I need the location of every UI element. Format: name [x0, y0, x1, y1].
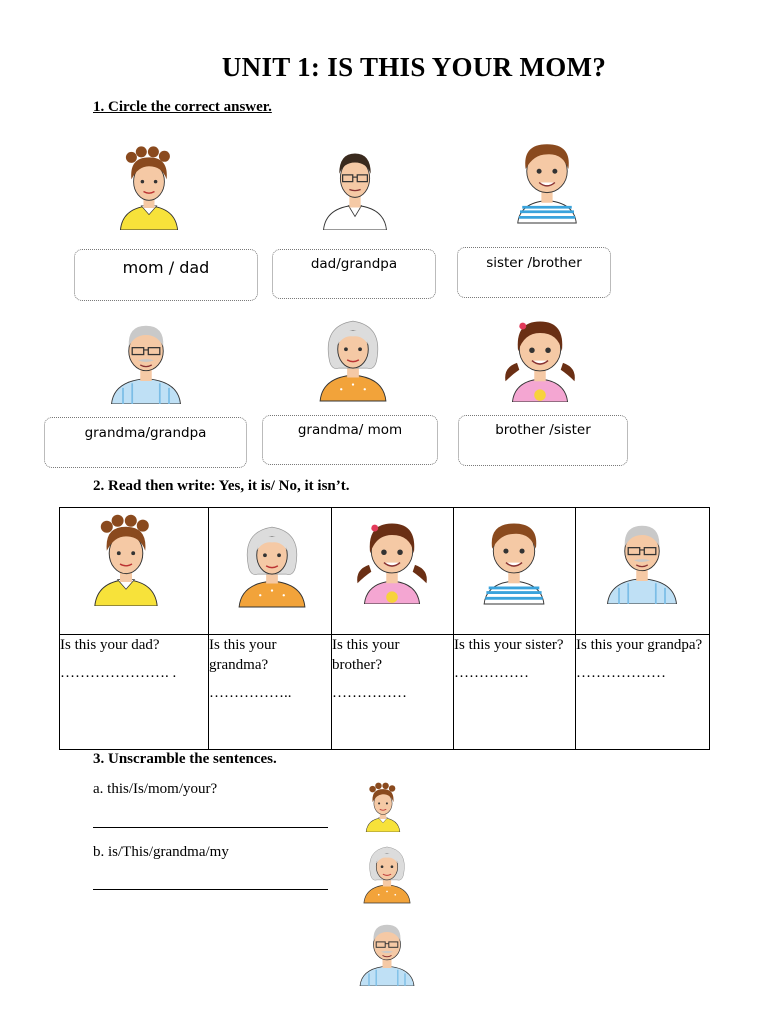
answer-line[interactable]: [93, 889, 328, 890]
answer-line[interactable]: [93, 827, 328, 828]
question-text: Is this your dad?: [60, 637, 160, 653]
question-text: Is this your brother?: [332, 637, 400, 673]
question-cell: [332, 635, 454, 750]
section1-heading: 1. Circle the correct answer.: [93, 99, 272, 115]
dad-icon: [310, 140, 400, 230]
picture-cell: [209, 508, 332, 635]
grandma-icon: [306, 306, 400, 402]
option-box[interactable]: [262, 415, 438, 465]
mom-icon: [354, 780, 412, 832]
option-box[interactable]: [457, 247, 611, 298]
girl-icon: [494, 310, 586, 402]
picture-cell: [60, 508, 209, 635]
answer-blank[interactable]: …………………. .: [60, 665, 177, 681]
option-label: mom / dad: [122, 258, 210, 277]
option-box[interactable]: [74, 249, 258, 301]
picture-cell: [332, 508, 454, 635]
answer-blank[interactable]: ……………: [454, 665, 529, 681]
section3-heading: 3. Unscramble the sentences.: [93, 751, 277, 767]
question-cell: [454, 635, 576, 750]
option-label: dad/grandpa: [310, 256, 398, 272]
option-label: brother /sister: [495, 422, 591, 438]
section2-heading: 2. Read then write: Yes, it is/ No, it isn’t.: [93, 478, 350, 494]
question-text: Is this your sister?: [454, 637, 564, 653]
grandpa-icon: [350, 914, 424, 986]
option-label: grandma/ mom: [297, 422, 403, 438]
answer-blank[interactable]: ……………..: [209, 685, 292, 701]
mom-icon: [78, 510, 174, 606]
question-table: [59, 507, 710, 750]
question-cell: [209, 635, 332, 750]
option-box[interactable]: [272, 249, 436, 299]
answer-blank[interactable]: ……………: [332, 685, 407, 701]
picture-cell: [454, 508, 576, 635]
grandma-icon: [354, 834, 420, 906]
question-text: Is this your grandma?: [209, 637, 277, 673]
boy-icon: [502, 130, 592, 226]
question-text: Is this your grandpa?: [576, 637, 703, 653]
option-label: sister /brother: [486, 255, 582, 271]
option-box[interactable]: [44, 417, 247, 468]
page-title: UNIT 1: IS THIS YOUR MOM?: [221, 52, 607, 82]
grandpa-icon: [596, 512, 688, 604]
picture-cell: [576, 508, 710, 635]
option-label: grandma/grandpa: [84, 425, 207, 441]
option-box[interactable]: [458, 415, 628, 466]
question-cell: [576, 635, 710, 750]
girl-icon: [346, 512, 438, 604]
scramble-item: b. is/This/grandma/my: [93, 844, 229, 860]
grandpa-icon: [100, 312, 192, 404]
question-cell: [60, 635, 209, 750]
answer-blank[interactable]: ………………: [576, 665, 666, 681]
scramble-item: a. this/Is/mom/your?: [93, 781, 218, 797]
boy-icon: [468, 510, 560, 606]
mom-icon: [105, 142, 193, 230]
grandma-icon: [225, 512, 319, 608]
